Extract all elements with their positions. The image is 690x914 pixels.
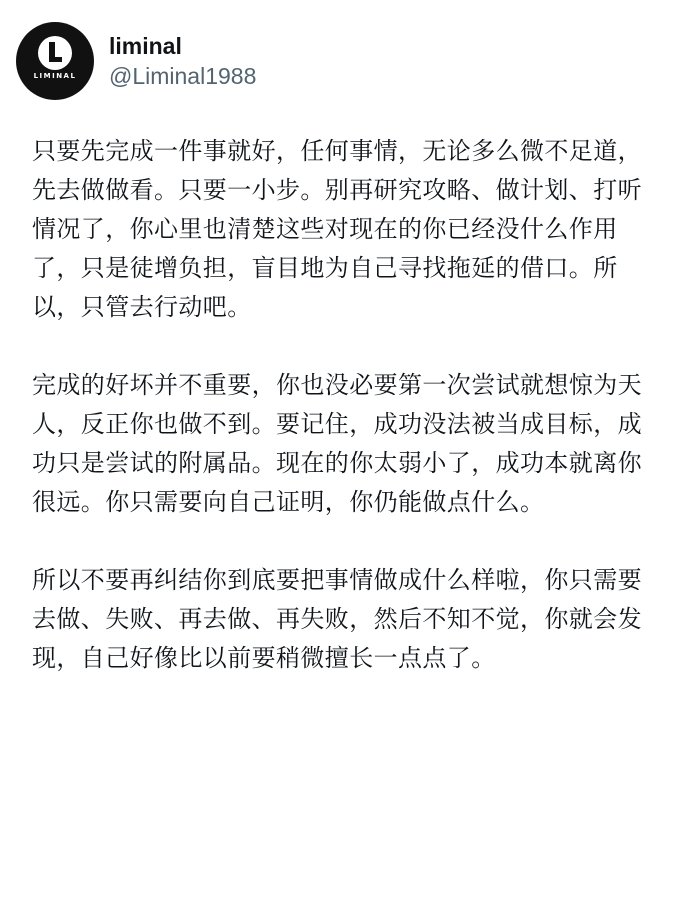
author-handle[interactable]: @Liminal1988 — [109, 63, 257, 89]
post-paragraph: 所以不要再纠结你到底要把事情做成什么样啦，你只需要去做、失败、再去做、再失败，然后不知不觉，你就会发现，自己好像比以前要稍微擅长一点点了。 — [32, 566, 642, 672]
post-paragraph: 只要先完成一件事就好，任何事情，无论多么微不足道，先去做做看。只要一小步。别再研究攻略、做计划、打听情况了，你心里也清楚这些对现在的你已经没什么作用了，只是徒增负担，盲目地为自己寻找拖延的借口。所以，只管去行动吧。 — [32, 137, 642, 321]
avatar[interactable] — [16, 22, 94, 100]
post-body — [32, 132, 658, 717]
post-paragraph: 完成的好坏并不重要，你也没必要第一次尝试就想惊为天人，反正你也做不到。要记住，成功没法被当成目标，成功只是尝试的附属品。现在的你太弱小了，成功本就离你很远。你只需要向自己证明，你仍能做点什么。 — [32, 371, 642, 516]
logo-l-icon — [16, 22, 94, 100]
avatar-label: LIMINAL — [33, 72, 77, 80]
post-header — [16, 22, 256, 100]
author-names — [109, 32, 256, 90]
author-display-name[interactable]: liminal — [109, 33, 182, 59]
